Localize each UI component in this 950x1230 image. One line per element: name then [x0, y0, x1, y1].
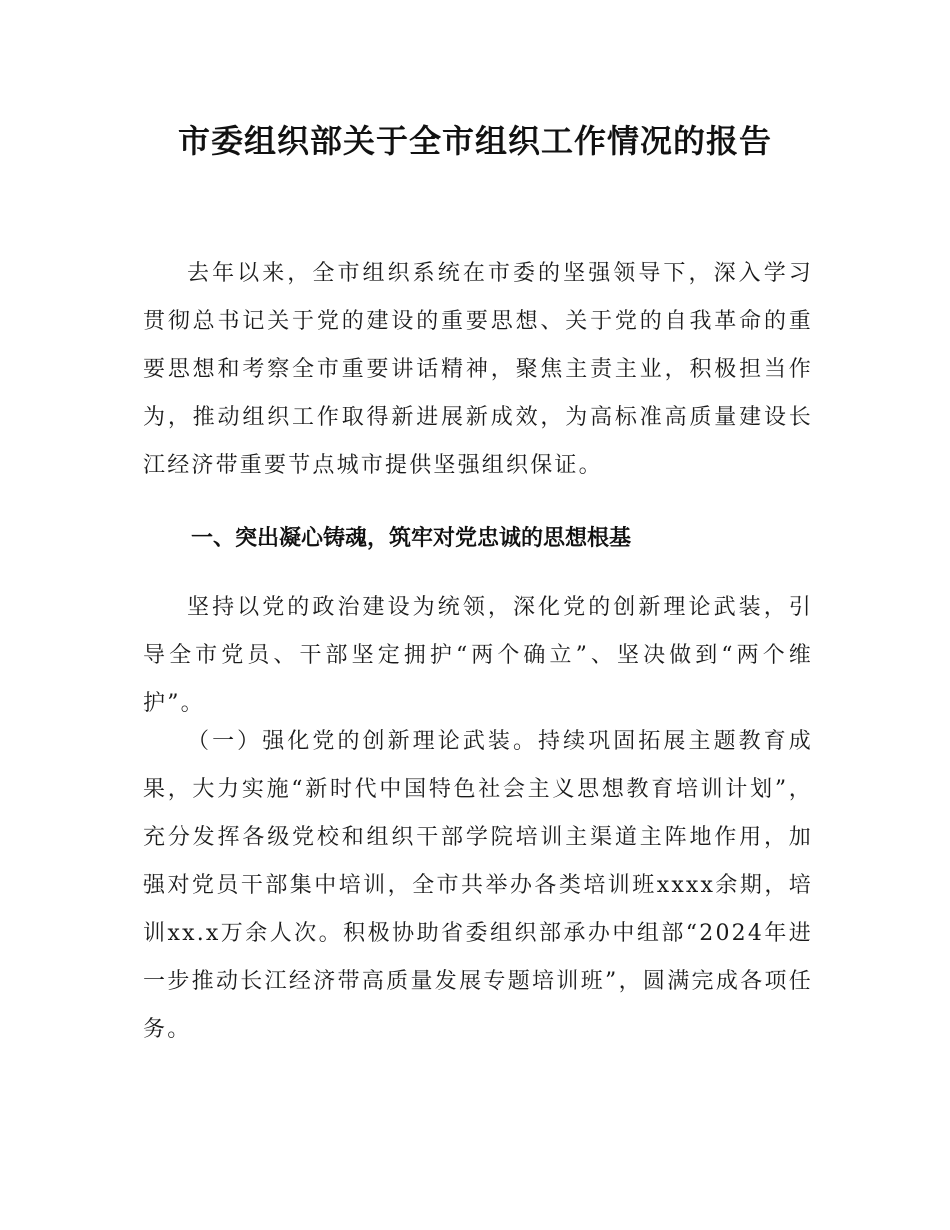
document-title: 市委组织部关于全市组织工作情况的报告 — [177, 122, 772, 160]
section-heading: 一、突出凝心铸魂，筑牢对党忠诚的思想根基 — [191, 526, 632, 551]
subsection-paragraph: （一）强化党的创新理论武装。持续巩固拓展主题教育成果，大力实施“新时代中国特色社会主义思想教育培训计划”，充分发挥各级党校和组织干部学院培训主渠道主阵地作用，加强对党员干部集中培训，全市共举办各类培训班xxxx余期，培训xx.x万余人次。积极协助省委组织部承办中组部“2024年进一步推动长江经济带高质量发展专题培训班”，圆满完成各项任务。 — [143, 729, 813, 1042]
section-intro-paragraph: 坚持以党的政治建设为统领，深化党的创新理论武装，引导全市党员、干部坚定拥护“两个确立”、坚决做到“两个维护”。 — [143, 595, 813, 716]
intro-paragraph: 去年以来，全市组织系统在市委的坚强领导下，深入学习贯彻总书记关于党的建设的重要思想、关于党的自我革命的重要思想和考察全市重要讲话精神，聚焦主责主业，积极担当作为，推动组织工作取得新进展新成效，为高标准高质量建设长江经济带重要节点城市提供坚强组织保证。 — [143, 261, 813, 478]
